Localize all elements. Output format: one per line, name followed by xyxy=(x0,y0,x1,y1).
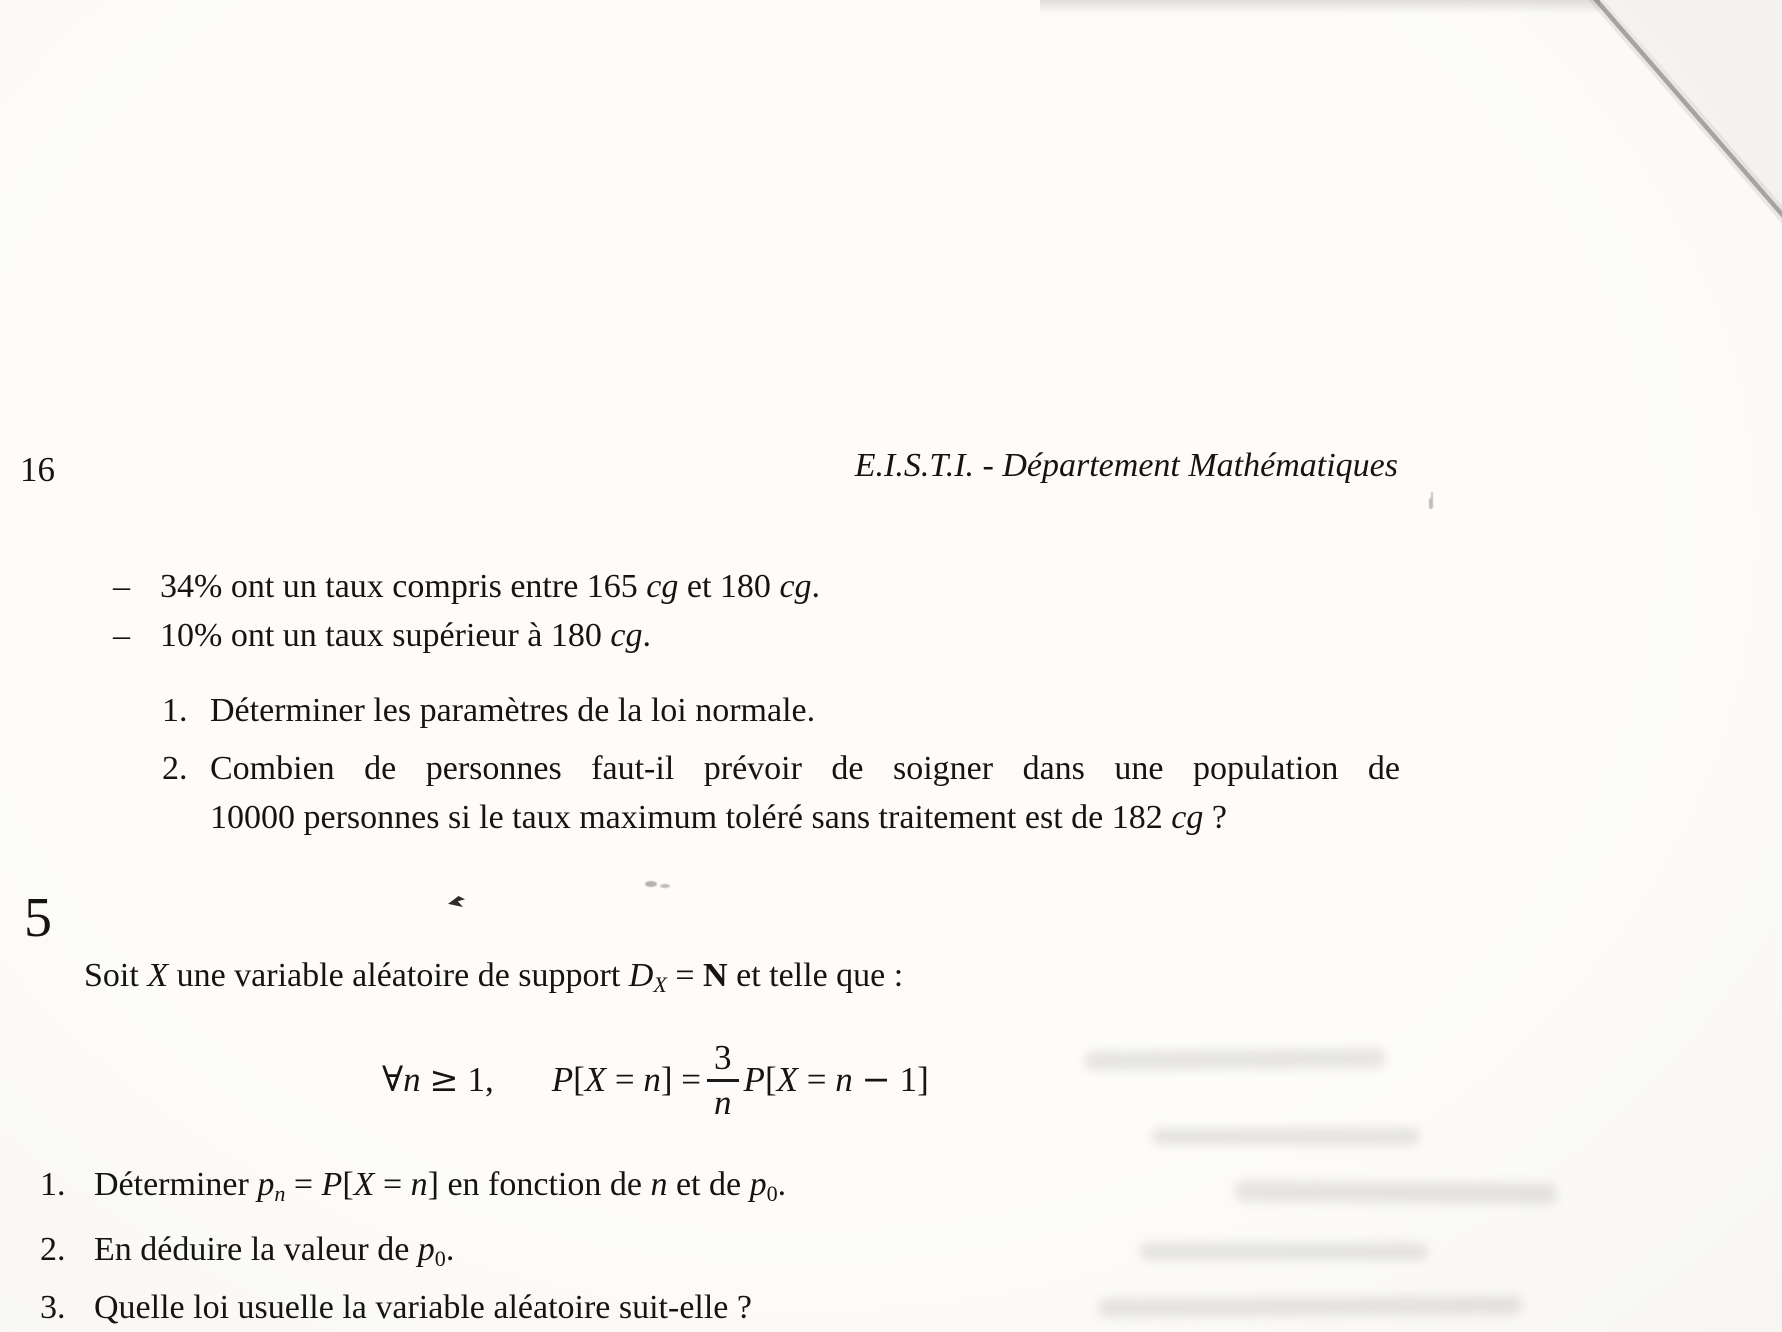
question-row xyxy=(162,748,210,790)
fraction-numerator: 3 xyxy=(707,1040,739,1082)
question-row xyxy=(40,1287,752,1329)
bleedthrough-smudge xyxy=(1235,1181,1557,1205)
section-number: 5 xyxy=(24,887,52,949)
question-label: 3. xyxy=(40,1289,66,1326)
question-text: Quelle loi usuelle la variable aléatoire suit-elle ? xyxy=(94,1289,752,1326)
formula-rhs: P[X = n − 1] xyxy=(743,1060,929,1100)
page-number: 16 xyxy=(20,450,55,489)
question-text: En déduire la valeur de p0. xyxy=(94,1231,455,1272)
exercise-intro: Soit X une variable aléatoire de support DX = N et telle que : xyxy=(84,957,904,998)
fraction-denominator: n xyxy=(714,1082,732,1122)
bleedthrough-smudge xyxy=(1098,1296,1522,1318)
scan-speck xyxy=(645,881,657,887)
bleedthrough-smudge xyxy=(1140,1243,1428,1260)
question-row xyxy=(40,1164,786,1215)
bleedthrough-smudge xyxy=(1152,1128,1420,1145)
bullet-text: 10% ont un taux supérieur à 180 cg. xyxy=(160,617,651,654)
bullet-item xyxy=(113,566,820,608)
bullet-dash: – xyxy=(113,568,130,605)
question-label: 2. xyxy=(40,1231,66,1268)
fraction xyxy=(707,1037,739,1122)
running-header: E.I.S.T.I. - Département Mathématiques xyxy=(854,447,1398,484)
page-corner-fold xyxy=(1462,0,1782,234)
scan-speck xyxy=(1429,498,1433,509)
question-text: Déterminer pn = P[X = n] en fonction de n et de p0. xyxy=(94,1166,787,1207)
bullet-item xyxy=(113,615,651,657)
question-row xyxy=(162,690,815,732)
bleedthrough-smudge xyxy=(1085,1048,1385,1070)
question-text-line: 10000 personnes si le taux maximum toléré sans traitement est de 182 cg ? xyxy=(210,799,1227,836)
question-text: Déterminer les paramètres de la loi normale. xyxy=(210,692,816,729)
bullet-text: 34% ont un taux compris entre 165 cg et 180 cg. xyxy=(160,568,821,605)
formula-quantifier: ∀n ≥ 1, xyxy=(382,1060,494,1100)
bullet-dash: – xyxy=(113,617,130,654)
question-label: 1. xyxy=(40,1166,66,1203)
scanner-edge-shadow xyxy=(1040,0,1600,14)
question-label: 1. xyxy=(162,692,188,729)
question-row xyxy=(40,1229,454,1280)
formula-lhs: P[X = n] = xyxy=(551,1060,702,1099)
question-label: 2. xyxy=(162,750,188,787)
question-text-line: Combien de personnes faut-il prévoir de soigner dans une population de xyxy=(210,750,1400,787)
scan-speck xyxy=(448,896,465,907)
math-formula xyxy=(382,1034,929,1126)
